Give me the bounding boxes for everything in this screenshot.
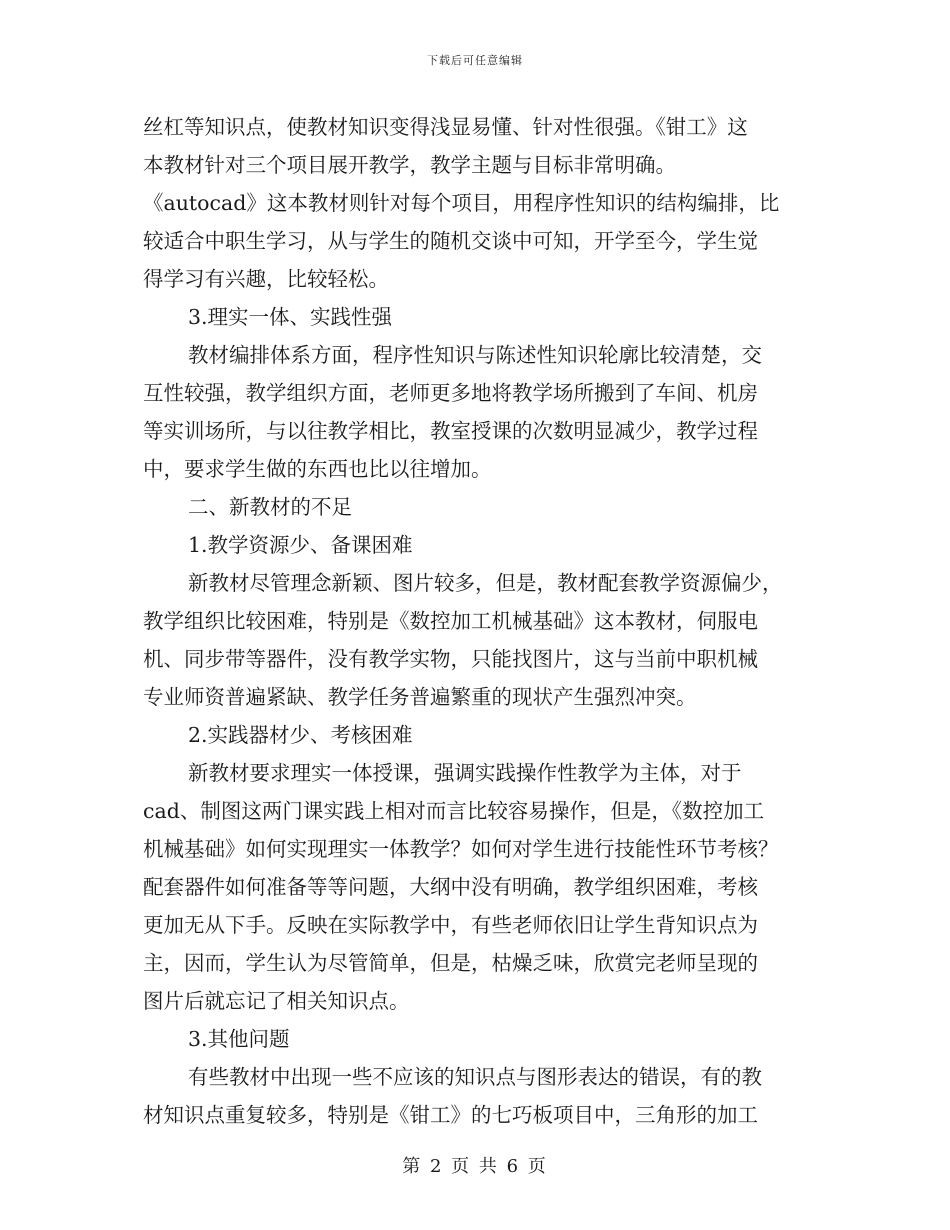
paragraph-line: 材知识点重复较多，特别是《钳工》的七巧板项目中，三角形的加工 (143, 1103, 758, 1127)
page-footer: 第 2 页 共 6 页 (402, 1156, 548, 1177)
paragraph-line-indented: 新教材要求理实一体授课，强调实践操作性教学为主体，对于 (188, 761, 742, 785)
paragraph-line: 图片后就忘记了相关知识点。 (143, 989, 410, 1013)
paragraph-line: 中，要求学生做的东西也比以往增加。 (143, 457, 492, 481)
paragraph-line-indented: 有些教材中出现一些不应该的知识点与图形表达的错误，有的教 (188, 1065, 762, 1089)
document-body (143, 108, 808, 1134)
paragraph-line: 教学组织比较困难，特别是《数控加工机械基础》这本教材，伺服电 (143, 609, 758, 633)
paragraph-line: 机、同步带等器件，没有教学实物，只能找图片，这与当前中职机械 (143, 647, 758, 671)
paragraph-line: 互性较强，教学组织方面，老师更多地将教学场所搬到了车间、机房 (143, 381, 758, 405)
page-header: 下载后可任意编辑 (427, 54, 523, 67)
paragraph-line-indented: 1.教学资源少、备课困难 (188, 533, 413, 557)
paragraph-line: 专业师资普遍紧缺、教学任务普遍繁重的现状产生强烈冲突。 (143, 685, 697, 709)
paragraph-line-indented: 3.其他问题 (188, 1027, 290, 1051)
paragraph-line: 较适合中职生学习，从与学生的随机交谈中可知，开学至今，学生觉 (143, 229, 758, 253)
paragraph-line: 得学习有兴趣，比较轻松。 (143, 267, 389, 291)
paragraph-line: 配套器件如何准备等等问题，大纲中没有明确，教学组织困难，考核 (143, 875, 758, 899)
paragraph-line: 《autocad》这本教材则针对每个项目，用程序性知识的结构编排，比 (143, 191, 780, 215)
paragraph-line: 丝杠等知识点，使教材知识变得浅显易懂、针对性很强。《钳工》这 (143, 115, 748, 139)
paragraph-line: 等实训场所，与以往教学相比，教室授课的次数明显减少，教学过程 (143, 419, 758, 443)
paragraph-line: 主，因而，学生认为尽管简单，但是，枯燥乏味，欣赏完老师呈现的 (143, 951, 758, 975)
paragraph-line-indented: 二、新教材的不足 (188, 495, 352, 519)
paragraph-line-indented: 新教材尽管理念新颖、图片较多，但是，教材配套教学资源偏少， (188, 571, 783, 595)
paragraph-line-indented: 3.理实一体、实践性强 (188, 305, 393, 329)
paragraph-line: 机械基础》如何实现理实一体教学？如何对学生进行技能性环节考核？ (143, 837, 779, 861)
paragraph-line-indented: 教材编排体系方面，程序性知识与陈述性知识轮廓比较清楚，交 (188, 343, 762, 367)
paragraph-line-indented: 2.实践器材少、考核困难 (188, 723, 413, 747)
paragraph-line: 更加无从下手。反映在实际教学中，有些老师依旧让学生背知识点为 (143, 913, 758, 937)
paragraph-line: 本教材针对三个项目展开教学，教学主题与目标非常明确。 (143, 153, 676, 177)
paragraph-line: cad、制图这两门课实践上相对而言比较容易操作，但是，《数控加工 (143, 799, 765, 823)
